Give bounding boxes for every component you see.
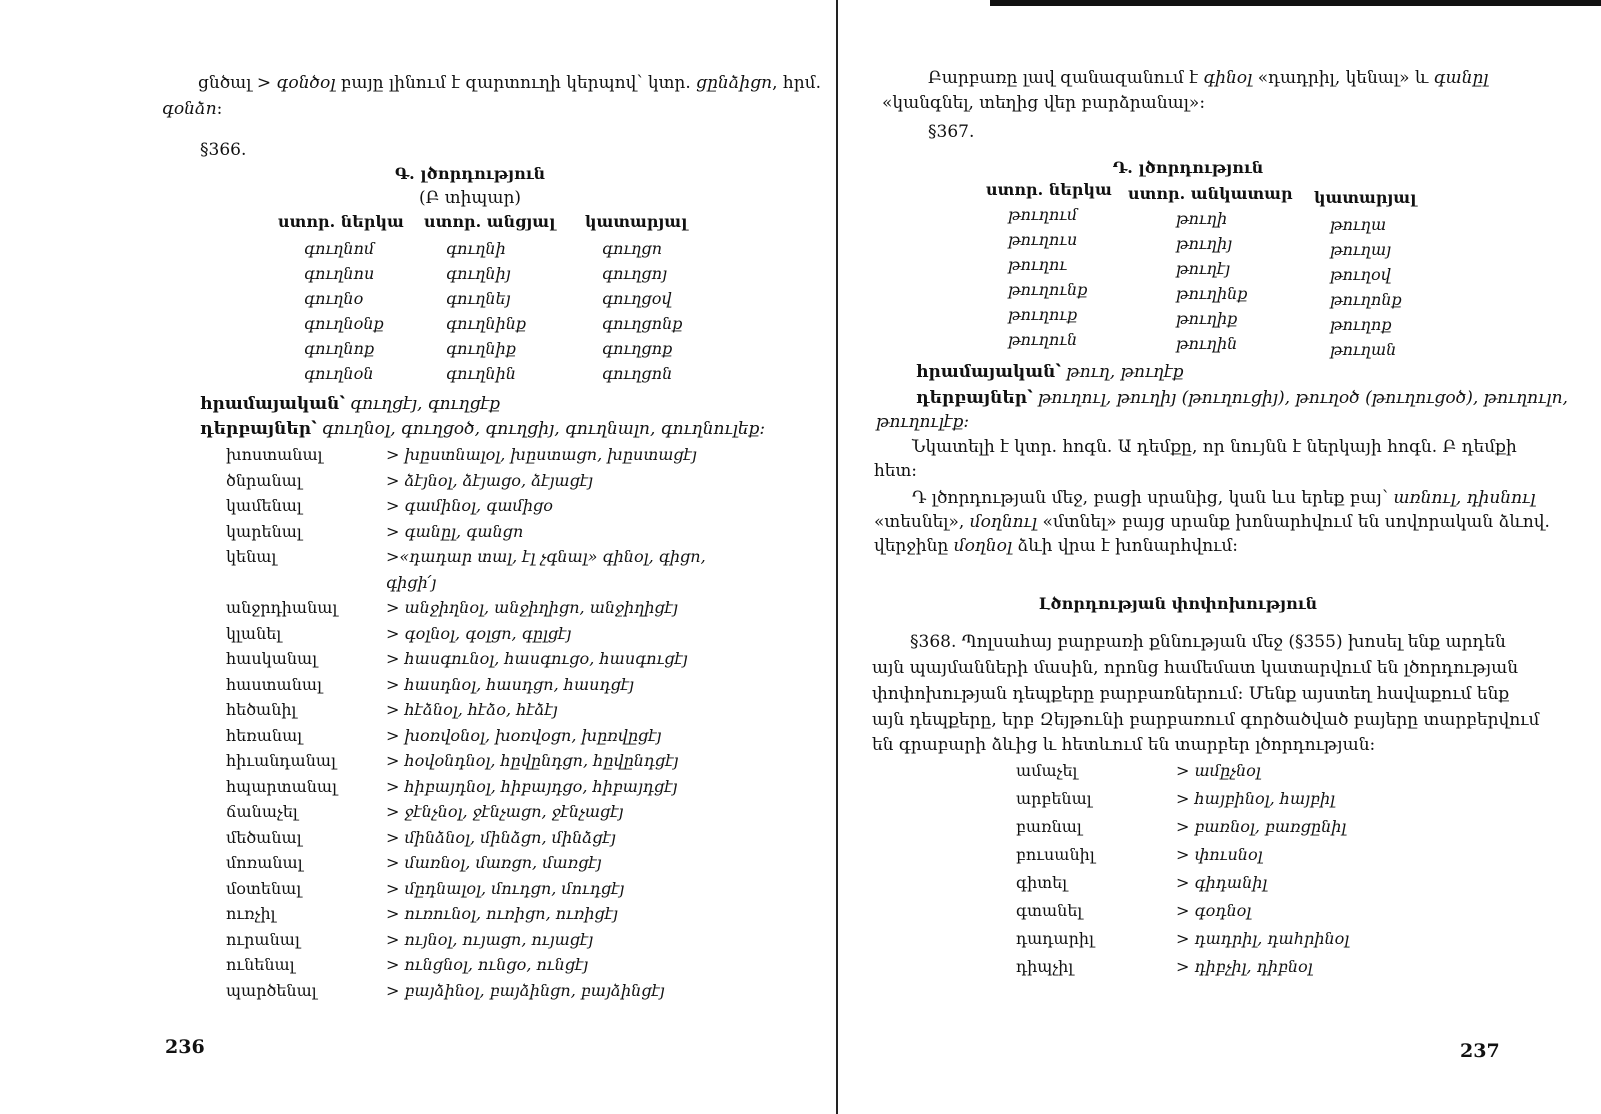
table-header-perfect: կատարյալ <box>585 212 688 231</box>
table-subtitle: (Բ տիպար) <box>418 188 522 208</box>
table-col-present: թուղում թուղուս թուղու թուղունք թուղուք թուղուն <box>1008 205 1088 349</box>
table-title: Դ. լծորդություն <box>1112 158 1264 177</box>
table-header-past: ստոր. անցյալ <box>424 212 556 231</box>
section-number: §366. <box>200 140 247 160</box>
paragraph-line-2: «տեսնել», մօղնուլ «մտնել» բայց սրանք խոնարհվում են սովորական ձևով. <box>874 512 1550 532</box>
paragraph-3-line-1: §368. Պոլսահայ բարբառի քննության մեջ (§355) խոսել ենք արդեն <box>910 632 1506 652</box>
section-number: §367. <box>928 122 975 142</box>
note-line-2: հետ: <box>874 461 918 481</box>
table-header-present: ստոր. ներկա <box>986 180 1112 199</box>
right-page: Բարբառը լավ զանազանում է գինօլ «դադրիլ, կենալ» և գանըլ «կանգնել, տեղից վեր բարձրանալ»: §367. Դ. լծորդություն ստոր. ներկա ստոր. անկատար կատարյալ թուղում թուղուս թուղու թուղունք թուղուք թուղուն թուղի թուղիյ թուղէյ թուղինք թուղիք թուղին թուղա թուղայ թուղօվ թուղոնք թուղոք թուղան հրամայական՝ թուղ, թուղէք դերբայներ՝ թուղուլ, թուղիյ (թուղուցիյ), թուղօծ (թուղուցօծ), թուղուլn, թուղուլէք: Նկատելի է կտր. հոգն. Ա դեմքը, որ նույնն է ներկայի հոգն. Բ դեմքի հետ: Դ լծորդության մեջ, բացի սրանից, կան ևս երեք բայ՝ առնուլ, դիսնուլ «տեսնել», մօղնուլ «մտնել» բայց սրանք խոնարհվում են սովորական ձևով. վերջինը մօղնօլ ձևի վրա է խոնարհվում: Լծորդության փոփոխություն §368. Պոլսահայ բարբառի քննության մեջ (§355) խոսել ենք արդեն այն պայմանների մասին, որոնց համեմատ կատարվում են լծորդության փոփոխության դեպքերը բարբառներում: Մենք այստեղ հավաքում ենք այն դեպքերը, երբ Զեյթունի բարբառում գործածված բայերը տարբերվում են գրաբարի ձևից և հետևում են տարբեր լծորդության: ամաչել > ամըչնօլ արբենալ > հայբինօլ, հայբիլ բառնալ > բառնօլ, բառցընիլ բուսանիլ > փուսնօլ գիտել > գիդանիլ գտանել > գօդնօլ դադարիլ > դադրիլ, դաhրինօլ դիպչիլ > դիբչիլ, դիբնօլ 237 <box>872 68 1568 1062</box>
participles-line: դերբայներ՝ գուղնօլ, գուղցօծ, գուղցիյ, գուղնալn, գուղնուլեք: <box>200 419 766 439</box>
paragraph-3-line-5: են գրաբարի ձևից և հետևում են տարբեր լծորդության: <box>872 735 1376 755</box>
section-heading: Լծորդության փոփոխություն <box>1038 594 1318 613</box>
intro-line-2: գօնձn: <box>162 99 223 119</box>
intro-line-1: Բարբառը լավ զանազանում է գինօլ «դադրիլ, կենալ» և գանըլ <box>928 68 1489 88</box>
table-header-perfect: կատարյալ <box>1314 188 1417 207</box>
table-col-perfect: գուղցn գուղցոյ գուղցօվ գուղցոնք գուղցոք գուղցոն <box>602 239 683 383</box>
participles-line-2: թուղուլէք: <box>876 412 970 432</box>
table-col-imperfect: թուղի թուղիյ թուղէյ թուղինք թուղիք թուղին <box>1176 209 1248 353</box>
table-title: Գ. լծորդություն <box>394 164 546 183</box>
page-number-right: 237 <box>1460 1040 1500 1062</box>
table-header-imperfect: ստոր. անկատար <box>1128 184 1293 203</box>
table-col-present: գուղնոմ գուղնոս գուղնօ գուղնօնք գուղնոք գուղնօն <box>304 239 384 383</box>
intro-line-2: «կանգնել, տեղից վեր բարձրանալ»: <box>882 93 1206 113</box>
paragraph-3-line-2: այն պայմանների մասին, որոնց համեմատ կատարվում են լծորդության <box>872 658 1519 678</box>
page-number-left: 236 <box>165 1036 205 1058</box>
table-header-present: ստոր. ներկա <box>278 212 404 231</box>
imperative-line: հրամայական՝ թուղ, թուղէք <box>916 362 1184 382</box>
table-col-perfect: թուղա թուղայ թուղօվ թուղոնք թուղոք թուղան <box>1330 215 1402 359</box>
table-col-past: գուղնի գուղնիյ գուղնեյ գուղնինք գուղնիք գուղնին <box>446 239 527 383</box>
note-line-1: Նկատելի է կտր. հոգն. Ա դեմքը, որ նույնն է ներկայի հոգն. Բ դեմքի <box>912 437 1517 457</box>
paragraph-3-line-4: այն դեպքերը, երբ Զեյթունի բարբառում գործածված բայերը տարբերվում <box>872 710 1540 730</box>
paragraph-3-line-3: փոփոխության դեպքերը բարբառներում: Մենք այստեղ հավաքում ենք <box>872 684 1510 704</box>
imperative-line: հրամայական՝ գուղցէյ, գուղցէք <box>200 394 501 414</box>
paragraph-line-3: վերջինը մօղնօլ ձևի վրա է խոնարհվում: <box>874 536 1239 556</box>
left-page: ցնծալ > գօնծօլ բայը լինում է զարտուղի կերպով՝ կտր. ցընձիցn, հրմ. գօնձn: §366. Գ. լծորդություն (Բ տիպար) ստոր. ներկա ստոր. անցյալ կատարյալ գուղնոմ գուղնոս գուղնօ գուղնօնք գուղնոք գուղնօն գուղնի գուղնիյ գուղնեյ գուղնինք գուղնիք գուղնին գուղցn գուղցոյ գուղցօվ գուղցոնք գուղցոք գուղցոն հրամայական՝ գուղցէյ, գուղցէք դերբայներ՝ գուղնօլ, գուղցօծ, գուղցիյ, գուղնալn, գուղնուլեք: խոստանալ > խըստնալօլ, խըստացn, խըստացէյ ծնրանալ > ձէյնօլ, ձէյացօ, ձէյացէյ կամենալ > գամինօլ, գամիցօ կարենալ > գանըլ, գանցn կենալ >«դադար տալ, էլ չգնալ» գինօլ, գիցn, գիցի՛յ անջրդիանալ > անջիղնօլ, անջիղիցn, անջիղիցէյ կլանել > գօլնօլ, գօլցn, գըլցէյ հասկանալ > հասգունօլ, հասգուցօ, հասգուցէյ հաստանալ > հասդնօլ, հասդցn, հասդցէյ հեծանիլ > հէձնօլ, հէձօ, հէձէյ հեռանալ > խօռվօնօլ, խօռվօցn, խըռվըցէյ հիւանդանալ > հօվօնդնօլ, հըվընդցn, հըվընդցէյ հպարտանալ > հիբայդնօլ, հիբայդցօ, հիբայդցէյ ճանաչել > ջէնչնօլ, ջէնչացn, ջէնչացէյ մեծանալ > մինձնօլ, մինձցn, մինձցէյ մոռանալ > մառնօլ, մառցn, մառցէյ մօտենալ > մըդնալօլ, մուդցn, մուդցէյ ուռչիլ > ուռունօլ, ուռիցn, ուռիցէյ ուրանալ > ույնօլ, ույացn, ույացէյ ունենալ > ունցնօլ, ունցօ, ունցէյ պարծենալ > բայձինօլ, բայձինցn, բայձինցէյ 236 <box>162 73 821 1058</box>
participles-line: դերբայներ՝ թուղուլ, թուղիյ (թուղուցիյ), թուղօծ (թուղուցօծ), թուղուլn, <box>916 388 1568 408</box>
intro-line-1: ցնծալ > գօնծօլ բայը լինում է զարտուղի կերպով՝ կտր. ցընձիցn, հրմ. <box>198 73 821 93</box>
paragraph-line-1: Դ լծորդության մեջ, բացի սրանից, կան ևս երեք բայ՝ առնուլ, դիսնուլ <box>912 488 1536 508</box>
